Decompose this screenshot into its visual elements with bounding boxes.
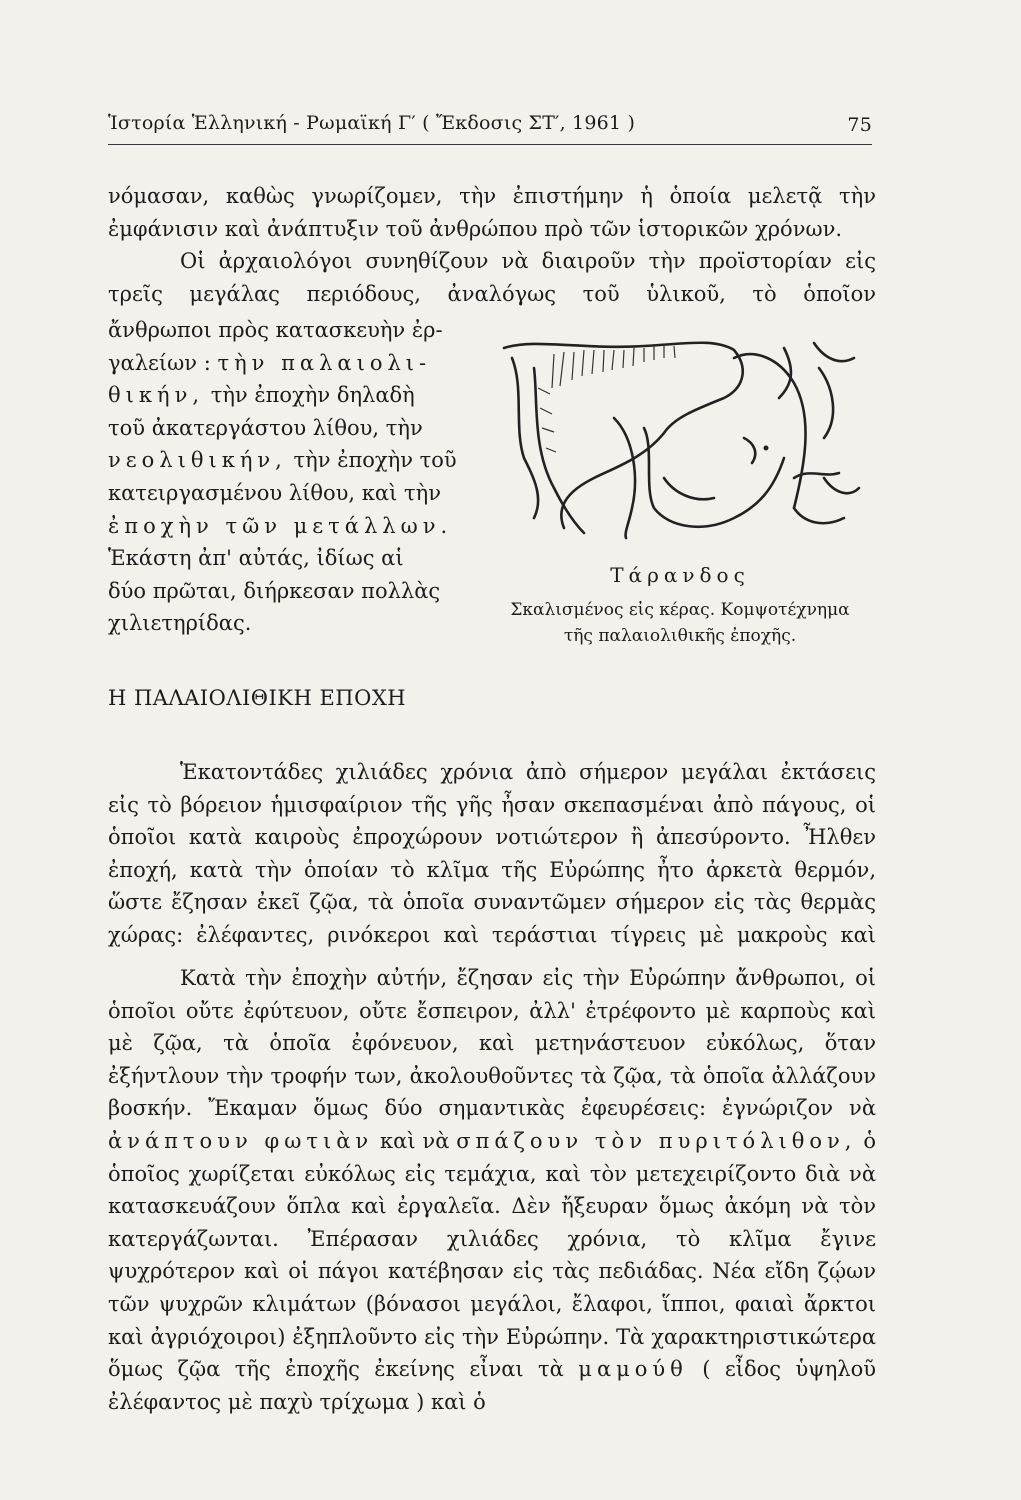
emphasis-neolithic: νεολιθικήν,: [108, 448, 287, 473]
wrapped-line: κατειργασμένου λίθου, καὶ τὴν: [108, 480, 441, 505]
wrapped-text: γαλείων :: [108, 350, 211, 375]
emphasis-metals: ἐποχὴν τῶν μετάλλων.: [108, 513, 453, 538]
emphasis-paleolithic: τὴν παλαιολι-: [217, 350, 432, 375]
periods-paragraph: Οἱ ἀρχαιολόγοι συνηθίζουν νὰ διαιροῦν τὴν προϊστορίαν εἰς τρεῖς μεγάλας περιόδους, ἀναλόγως τοῦ ὑλικοῦ, τὸ ὁποῖον: [108, 249, 876, 306]
book-title: Ἱστορία Ἑλληνική - Ρωμαϊκή Γ′ ( Ἔκδοσις ΣΤ′, 1961 ): [108, 112, 636, 134]
wrapped-line: χιλιετηρίδας.: [108, 611, 252, 636]
wrapped-text: τὴν ἐποχὴν δηλαδὴ: [210, 383, 415, 408]
figure-title: Τάρανδος: [610, 563, 750, 587]
paragraph-text: ὁ ὁποῖος χωρίζεται εὐκόλως εἰς τεμάχια, καὶ τὸν μετεχειρίζοντο διὰ νὰ κατασκευάζουν ὅπλα καὶ ἐργαλεῖα. Δὲν ἤξευραν ὅμως ἀκόμη νὰ τὸν κατεργάζωνται. Ἐπέρασαν χιλιάδες χρόνια, τὸ κλῖμα ἔγινε ψυχρότερον καὶ οἱ πάγοι κατέβησαν εἰς τὰς πεδιάδας. Νέα εἴδη ζῴων τῶν ψυχρῶν κλιμάτων (βόνασοι μεγάλοι, ἔλαφοι, ἵπποι, φαιαὶ ἄρκτοι καὶ ἀγριόχοιροι) ἐξηπλοῦντο εἰς τὴν Εὐρώπην. Τὰ χαρακτηριστικώτερα ὅμως ζῷα τῆς ἐποχῆς ἐκείνης εἶναι τὰ: [108, 1128, 876, 1382]
eye-mark: [764, 446, 769, 451]
section-heading: Η ΠΑΛΑΙΟΛΙΘΙΚΗ ΕΠΟΧΗ: [108, 686, 407, 710]
reindeer-carving-drawing: [494, 328, 866, 548]
wrapped-paragraph: [108, 314, 464, 640]
running-head: [108, 112, 872, 145]
emphasis-flint: σπάζουν τὸν πυριτόλιθον,: [456, 1128, 857, 1153]
wrapped-line: [108, 379, 464, 412]
emphasis-fire: ἀνάπτουν φωτιὰν: [108, 1128, 374, 1153]
wrapped-line: ἄνθρωποι πρὸς κατασκευὴν ἐρ-: [108, 318, 443, 342]
wrapped-line: τοῦ ἀκατεργάστου λίθου, τὴν: [108, 415, 423, 440]
paleolithic-people-paragraph: [108, 962, 876, 1422]
continuation-paragraph: νόμασαν, καθὼς γνωρίζομεν, τὴν ἐπιστήμην ἡ ὁποία μελετᾷ τὴν ἐμφάνισιν καὶ ἀνάπτυξιν τοῦ ἀνθρώπου πρὸ τῶν ἱστορικῶν χρόνων.: [108, 184, 876, 241]
wrapped-line: [108, 347, 464, 380]
wrapped-line: [108, 444, 464, 477]
paragraph-text: καὶ νὰ: [380, 1128, 450, 1153]
paragraph-text: ( εἶδος ὑψηλοῦ ἐλέφαντος μὲ παχὺ τρίχωμα ) καὶ ὁ: [108, 1357, 876, 1414]
caption-line: Σκαλισμένος εἰς κέρας. Κομψοτέχνημα: [510, 600, 850, 620]
paragraph-text: Κατὰ τὴν ἐποχὴν αὐτήν, ἔζησαν εἰς τὴν Εὐρώπην ἄνθρωποι, οἱ ὁποῖοι οὔτε ἐφύτευον, οὔτε ἔσπειρον, ἀλλ' ἐτρέφοντο μὲ καρποὺς καὶ μὲ ζῷα, τὰ ὁποῖα ἐφόνευον, καὶ μετηνάστευον εὐκόλως, ὅταν ἐξήντλουν τὴν τροφήν των, ἀκολουθοῦντες τὰ ζῷα, τὰ ὁποῖα ἀλλάζουν βοσκήν. Ἔκαμαν ὅμως δύο σημαντικὰς ἐφευρέσεις: ἐγνώριζον νὰ: [108, 966, 876, 1121]
reindeer-figure: [486, 320, 874, 660]
emphasis-paleolithic-end: θικήν,: [108, 383, 205, 408]
emphasis-mammoth: μαμούθ: [578, 1357, 688, 1382]
caption-line: τῆς παλαιολιθικῆς ἐποχῆς.: [563, 626, 797, 646]
wrapped-line: δύο πρῶται, διήρκεσαν πολλὰς: [108, 578, 441, 603]
page-number: 75: [847, 114, 872, 136]
wrapped-line: Ἑκάστη ἀπ' αὐτάς, ἰδίως αἱ: [108, 546, 404, 571]
ice-age-paragraph: Ἑκατοντάδες χιλιάδες χρόνια ἀπὸ σήμερον μεγάλαι ἐκτάσεις εἰς τὸ βόρειον ἡμισφαίριον τῆς γῆς ἦσαν σκεπασμέναι ἀπὸ πάγους, οἱ ὁποῖοι κατὰ καιροὺς ἐπροχώρουν νοτιώτερον ἢ ἀπεσύροντο. Ἦλθεν ἐποχή, κατὰ τὴν ὁποίαν τὸ κλῖμα τῆς Εὐρώπης ἦτο ἀρκετὰ θερμόν, ὥστε ἔζησαν ἐκεῖ ζῷα, τὰ ὁποῖα συναντῶμεν σήμερον εἰς τὰς θερμὰς χώρας: ἐλέφαντες, ρινόκεροι καὶ τεράστιαι τίγρεις μὲ μακροὺς καὶ: [108, 760, 876, 947]
figure-caption: [486, 597, 874, 649]
wrapped-text: τὴν ἐποχὴν τοῦ: [293, 448, 457, 473]
